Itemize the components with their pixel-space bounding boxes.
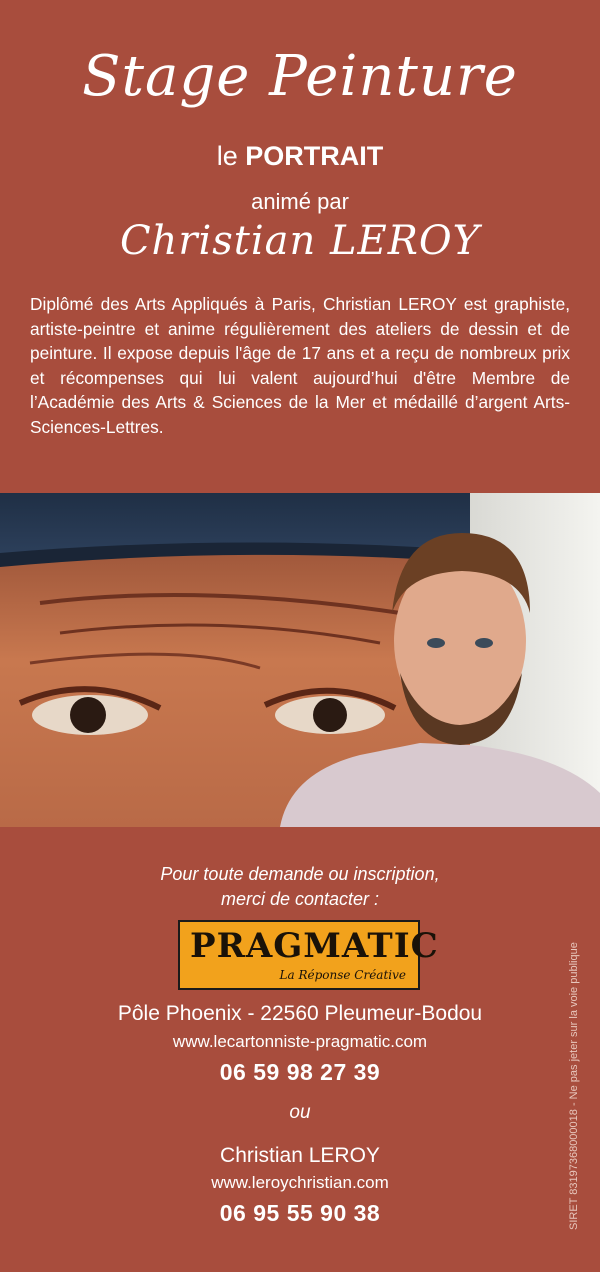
contact-intro-line1: Pour toute demande ou inscription, bbox=[160, 864, 440, 884]
phone-number: 06 59 98 27 39 bbox=[219, 1059, 381, 1085]
stage-title: Stage Peinture bbox=[82, 44, 518, 109]
pragmatic-logo bbox=[178, 920, 439, 990]
logo-name: PRAGMATIC bbox=[190, 926, 439, 966]
separator-ou: ou bbox=[289, 1102, 311, 1123]
website-link[interactable]: www.lecartonniste-pragmatic.com bbox=[172, 1032, 428, 1051]
contact-intro bbox=[0, 862, 600, 912]
bio-paragraph: Diplômé des Arts Appliqués à Paris, Christian LEROY est graphiste, artiste-peintre et anime régulièrement des ateliers de dessin et de peinture. Il expose depuis l'âge de 17 ans et a reçu de nombreux prix et récompenses qui lui valent aujourd’hui d'être Membre de l’Académie des Arts & Sciences de la Mer et médaillé d’argent Arts-Sciences-Lettres. bbox=[30, 294, 570, 437]
legal-siret: SIRET 83197368000018 - Ne pas jeter sur la voie publique bbox=[568, 942, 580, 1230]
alt-contact-name: Christian LEROY bbox=[220, 1144, 380, 1167]
address: Pôle Phoenix - 22560 Pleumeur-Bodou bbox=[117, 1002, 483, 1025]
portrait-image bbox=[0, 493, 600, 827]
logo-tagline: La Réponse Créative bbox=[279, 968, 406, 982]
alt-phone-number: 06 95 55 90 38 bbox=[219, 1200, 381, 1226]
subtitle-prefix: le bbox=[216, 141, 238, 171]
alt-website-link[interactable]: www.leroychristian.com bbox=[211, 1173, 389, 1192]
subtitle-strong: PORTRAIT bbox=[245, 141, 384, 171]
host-label: animé par bbox=[251, 189, 349, 214]
stage-subtitle bbox=[0, 140, 600, 172]
portrait-photo bbox=[0, 493, 600, 827]
contact-intro-line2: merci de contacter : bbox=[220, 889, 380, 909]
host-name: Christian LEROY bbox=[119, 218, 481, 264]
